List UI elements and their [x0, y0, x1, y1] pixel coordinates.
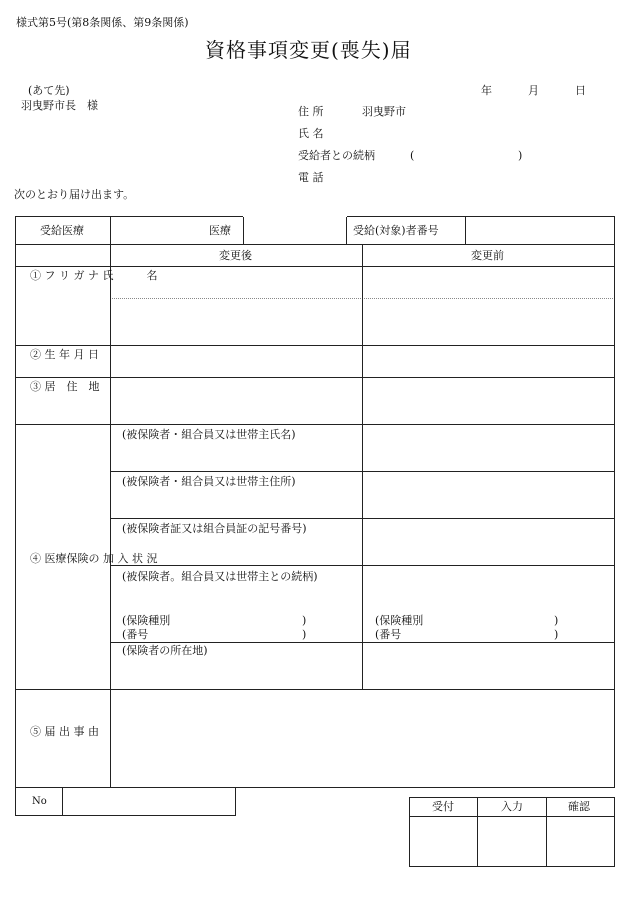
- table-line: [15, 689, 615, 690]
- before-insurance-number-label: (番号: [375, 628, 402, 641]
- table-line: [362, 244, 363, 690]
- recipient-medical-label: 受給医療: [40, 224, 84, 237]
- no-box-divider: [62, 788, 63, 816]
- table-line: [346, 216, 347, 245]
- insurance-number-close: ): [302, 628, 307, 641]
- table-line: [15, 377, 615, 378]
- row-birthdate-label: ② 生 年 月 日: [30, 348, 99, 361]
- recipient-medical-value: 医療: [209, 224, 231, 237]
- before-insurance-number-close: ): [554, 628, 559, 641]
- header-after: 変更後: [219, 249, 252, 262]
- relation-open-paren: (: [410, 149, 415, 162]
- header-gap: [244, 217, 346, 244]
- office-input: 入力: [501, 800, 523, 813]
- insured-card-label: (被保険者証又は組合員証の記号番号): [122, 522, 307, 535]
- table-line: [15, 345, 615, 346]
- addressee-prefix: (あて先): [28, 84, 70, 97]
- before-insurance-type-label: (保険種別: [375, 614, 424, 627]
- before-insurance-type-close: ): [554, 614, 559, 627]
- table-line: [15, 216, 16, 788]
- recipient-number-label: 受給(対象)者番号: [353, 224, 439, 237]
- address-value: 羽曳野市: [362, 105, 406, 118]
- table-line: [15, 424, 615, 425]
- office-received: 受付: [432, 800, 454, 813]
- row-reason-label: ⑤ 届 出 事 由: [30, 725, 99, 738]
- header-gap-top: [243, 216, 347, 217]
- insured-relation-label: (被保険者。組合員又は世帯主との続柄): [122, 570, 318, 583]
- office-confirm: 確認: [568, 800, 590, 813]
- insured-name-label: (被保険者・組合員又は世帯主氏名): [122, 428, 296, 441]
- table-line: [614, 216, 615, 788]
- insurance-type-label: (保険種別: [122, 614, 171, 627]
- no-label: No: [32, 796, 47, 807]
- no-box: [15, 788, 236, 816]
- date-day: 日: [575, 84, 586, 97]
- date-month: 月: [528, 84, 539, 97]
- date-year: 年: [481, 84, 492, 97]
- form-number: 様式第5号(第8条関係、第9条関係): [16, 16, 189, 29]
- office-box-line: [477, 797, 478, 867]
- table-line: [465, 216, 466, 245]
- phone-label: 電 話: [298, 171, 324, 184]
- office-box-line: [409, 816, 615, 817]
- row-insurance-label: ④ 医療保険の 加 入 状 況: [30, 552, 158, 565]
- insured-address-label: (被保険者・組合員又は世帯主住所): [122, 475, 296, 488]
- name-label: 氏 名: [298, 127, 324, 140]
- address-label: 住 所: [298, 105, 324, 118]
- page-title: 資格事項変更(喪失)届: [205, 38, 412, 62]
- insurance-number-label: (番号: [122, 628, 149, 641]
- row-furigana-name-label: ① フ リ ガ ナ 氏 名: [30, 269, 158, 282]
- insurance-type-close: ): [302, 614, 307, 627]
- addressee-name: 羽曳野市長 様: [21, 99, 98, 112]
- relation-label: 受給者との続柄: [298, 149, 375, 162]
- header-before: 変更前: [471, 249, 504, 262]
- insurer-address-label: (保険者の所在地): [122, 644, 208, 657]
- table-line: [15, 244, 615, 245]
- table-line: [15, 266, 615, 267]
- office-box-line: [546, 797, 547, 867]
- intro-text: 次のとおり届け出ます。: [14, 188, 135, 201]
- table-line: [110, 216, 111, 788]
- row-residence-label: ③ 居 住 地: [30, 380, 100, 393]
- relation-close-paren: ): [518, 149, 523, 162]
